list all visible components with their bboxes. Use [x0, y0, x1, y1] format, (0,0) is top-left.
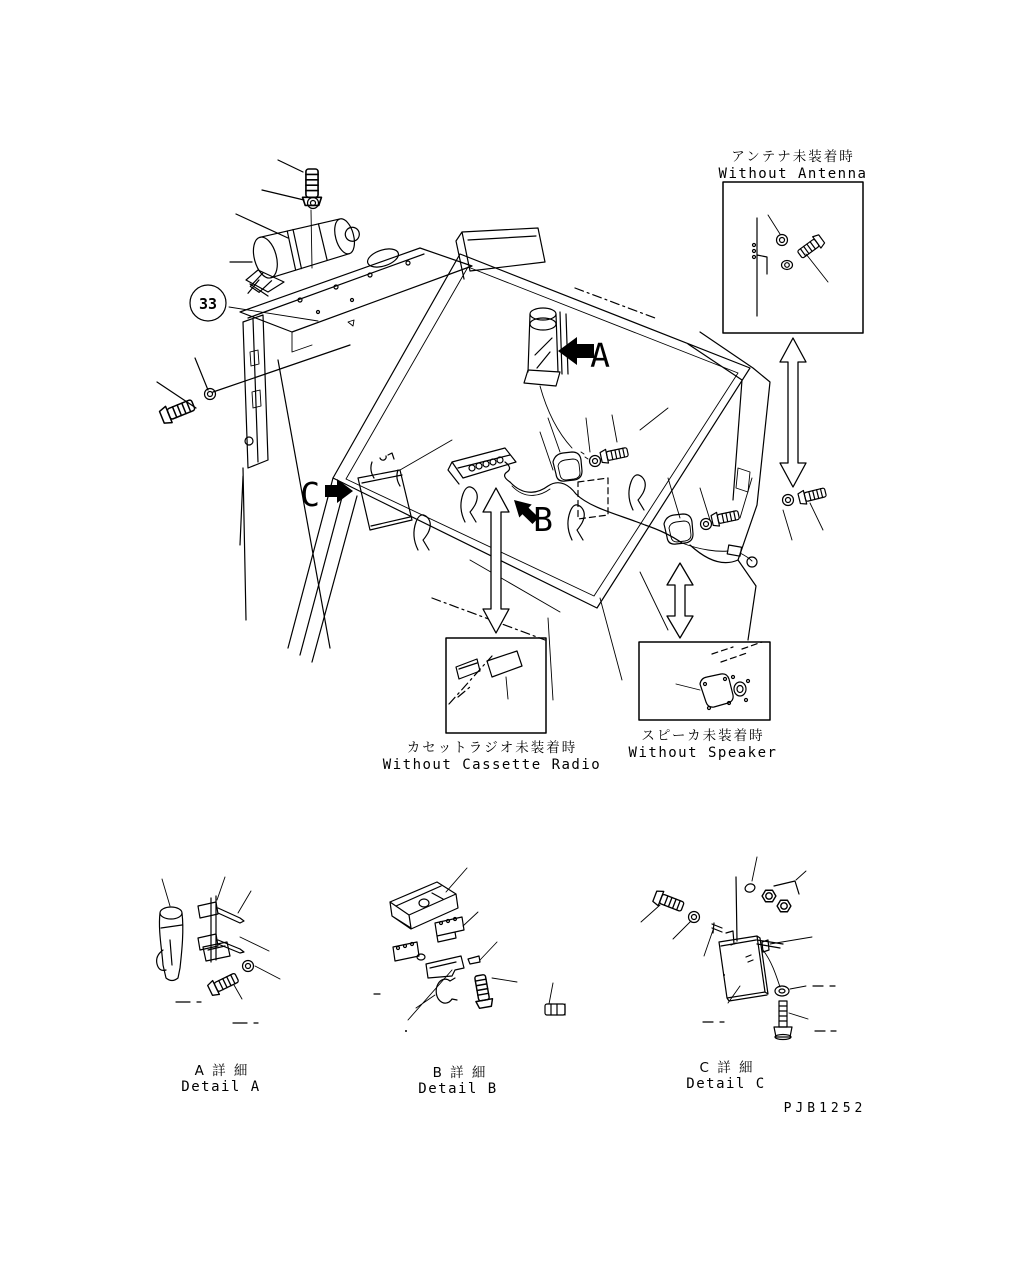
inset-antenna-label-en: Without Antenna [718, 166, 868, 182]
double-arrow-speaker [667, 563, 693, 638]
view-arrow-a [558, 336, 610, 375]
radio-harness-group [448, 408, 827, 567]
double-arrow-cassette [483, 488, 509, 633]
detail-c-label-jp: C 詳 細 [699, 1060, 755, 1076]
detail-a-label-jp: A 詳 細 [194, 1063, 250, 1079]
roof-antenna [524, 308, 572, 448]
view-arrow-c [300, 475, 353, 514]
sun-visor [358, 440, 452, 530]
inset-without-speaker [629, 642, 778, 761]
view-marker-c-label: C [300, 475, 320, 514]
inset-cassette-label-en: Without Cassette Radio [382, 757, 602, 773]
cab-roof-drawing [288, 228, 770, 700]
callout-number: 33 [198, 295, 218, 313]
inset-without-antenna [719, 148, 868, 333]
detail-c-label-en: Detail C [686, 1076, 766, 1092]
detail-b-label-en: Detail B [418, 1081, 498, 1097]
drawing-number: PJB1252 [783, 1101, 867, 1116]
detail-b-drawing [374, 868, 565, 1097]
detail-b-label-jp: B 詳 細 [432, 1065, 488, 1081]
inset-without-cassette-radio [383, 638, 601, 773]
view-marker-a-label: A [590, 336, 610, 375]
detail-c-drawing [641, 857, 836, 1092]
inset-antenna-label-jp: アンテナ未装着時 [731, 149, 855, 165]
inset-speaker-label-jp: スピーカ未装着時 [641, 728, 765, 744]
inset-cassette-label-jp: カセットラジオ未装着時 [406, 740, 578, 756]
double-arrow-antenna [780, 338, 806, 487]
view-arrow-b [514, 500, 553, 539]
detail-a-drawing [157, 877, 280, 1095]
view-marker-b-label: B [533, 500, 553, 539]
inset-speaker-label-en: Without Speaker [628, 745, 778, 761]
left-pillar-group [157, 315, 350, 648]
detail-a-label-en: Detail A [181, 1079, 261, 1095]
